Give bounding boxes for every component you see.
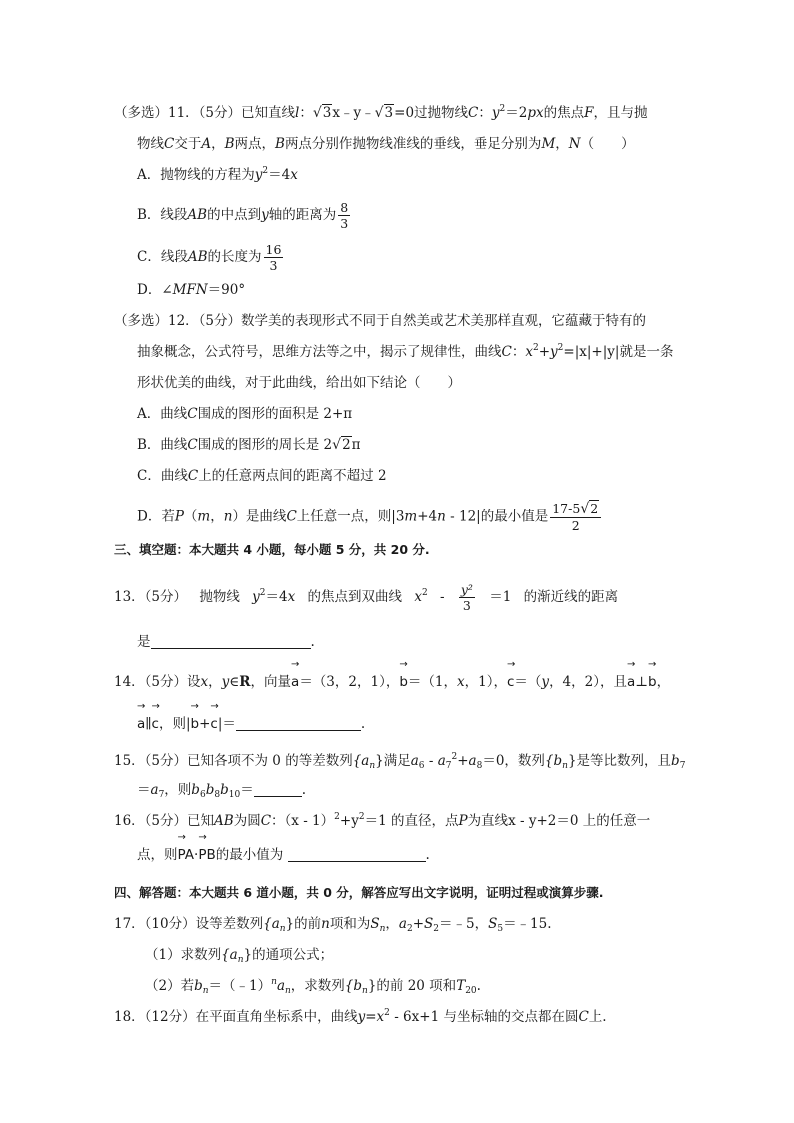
q11-tag: （多选）11．（5分） [114, 105, 242, 121]
vector-pb: → PB [198, 845, 215, 865]
q14-line1: 14．（5分）设x，y∈R，向量→ a＝（3，2，1），→ b＝（1，x，1），→ c＝（y，4，2），且→ a⊥→ b， [114, 672, 670, 692]
section-4-heading: 四、解答题：本大题共 6 道小题，共 0 分，解答应写出文字说明，证明过程或演算步骤. [114, 885, 604, 900]
fraction-y2-over-3: $\frac{\text{y²}}{3}$ [460, 582, 473, 613]
q12-line2: 抽象概念，公式符号，思维方法等之中，揭示了规律性，曲线C：$x^2+y^2=|x|+|y|$就是一条 [137, 343, 674, 360]
section-3-heading: 三、填空题：本大题共 4 小题，每小题 5 分，共 20 分. [114, 542, 430, 557]
q17-part-1: （1）求数列$\{a_n\}$的通项公式； [145, 947, 334, 965]
q18-line1: 18．（12分）在平面直角坐标系中，曲线$y=x^2 - 6x+1$ 与坐标轴的交点都在圆C上. [114, 1008, 607, 1025]
q15-line2: $=a_7$，则$b_6b_8b_{10}=$ . [137, 782, 306, 800]
q15-tag: 15．（5分）已知各项不为 0 的等差数列 [114, 753, 353, 769]
q13-line1: 13．（5分） 抛物线 $y^2=4x$ 的焦点到双曲线 $x^2$ - $\frac{\text{y²}}{3}$ ＝1 的渐近线的距离 [114, 582, 619, 613]
q11-line1: （多选）11．（5分）已知直线l：√3x﹣y﹣√3=0过抛物线C：$y^2=2px$的焦点F，且与抛 [114, 104, 648, 121]
q11-option-d: D．∠MFN＝90° [137, 282, 246, 298]
q12-line1: （多选）12．（5分）数学美的表现形式不同于自然美或艺术美那样直观，它蕴藏于特有的 [114, 313, 647, 329]
q15-line1: 15．（5分）已知各项不为 0 的等差数列$\{a_n\}$满足$a_6 - a_7^2+a_8=0$，数列$\{b_n\}$是等比数列，且$b_7$ [114, 752, 686, 771]
q17-line1: 17．（10分）设等差数列$\{a_n\}$的前n项和为$S_n$，$a_2+S_2=﹣5$，$S_5=﹣15$. [114, 916, 552, 934]
vector-a: → a [291, 672, 299, 692]
q15-answer-blank[interactable] [254, 782, 302, 797]
fraction-16-3: $\frac{16}{3}$ [265, 242, 282, 273]
sqrt-2: √2 [332, 437, 351, 453]
q17-tag: 17．（10分）设等差数列 [114, 916, 264, 932]
q16-answer-blank[interactable] [288, 847, 426, 862]
q12-line3: 形状优美的曲线，对于此曲线，给出如下结论（ ） [137, 375, 461, 391]
fraction-8-3: $\frac{8}{3}$ [340, 200, 349, 231]
q13-tag: 13．（5分） [114, 589, 188, 605]
q11-option-c: C．线段AB的长度为 $\frac{16}{3}$ [137, 242, 282, 273]
q16-line2: 点，则→ PA·→ PB的最小值为 . [137, 845, 430, 865]
q16-line1: 16．（5分）已知AB为圆C：$(x - 1)^2+y^2=1$ 的直径，点P为直线x - y+2＝0 上的任意一 [114, 812, 651, 829]
q11-option-a: A．抛物线的方程为$y^2=4x$ [137, 166, 298, 183]
q11-option-b: B．线段AB的中点到y轴的距离为 $\frac{8}{3}$ [137, 200, 349, 231]
q12-option-c: C．曲线C上的任意两点间的距离不超过 2 [137, 468, 387, 484]
q12-option-d: D．若P（m，n）是曲线C上任意一点，则|3m+4n - 12|的最小值是 $\frac{17-5√2}{2}$ [137, 501, 603, 533]
q17-part-2: （2）若$b_n=(﹣1)^na_n$，求数列$\{b_n\}$的前 20 项和$T_{20}$. [145, 977, 481, 996]
q12-option-b: B．曲线C围成的图形的周长是 2√2π [137, 437, 361, 453]
q14-tag: 14．（5分）设 [114, 674, 201, 690]
q14-line2: → a∥→ c，则|→ b+→ c|＝ . [137, 714, 365, 734]
q11-line2: 物线C交于A，B两点，B两点分别作抛物线准线的垂线，垂足分别为M，N（ ） [137, 136, 635, 152]
fraction-17-5root2-over-2: $\frac{17-5√2}{2}$ [550, 501, 601, 533]
sqrt-3: √3 [312, 105, 332, 121]
sqrt-3: √3 [374, 105, 394, 121]
q16-tag: 16．（5分）已知 [114, 813, 215, 829]
vector-b: → b [399, 672, 408, 692]
vector-c: → c [507, 672, 514, 692]
q13-line2: 是 . [137, 634, 315, 650]
vector-pa: → PA [178, 845, 195, 865]
q14-answer-blank[interactable] [236, 716, 361, 731]
q12-option-a: A．曲线C围成的图形的面积是 2+π [137, 406, 353, 422]
q12-tag: （多选）12．（5分） [114, 313, 242, 329]
q18-tag: 18．（12分）在平面直角坐标系中，曲线 [114, 1009, 358, 1025]
q13-answer-blank[interactable] [151, 634, 311, 649]
